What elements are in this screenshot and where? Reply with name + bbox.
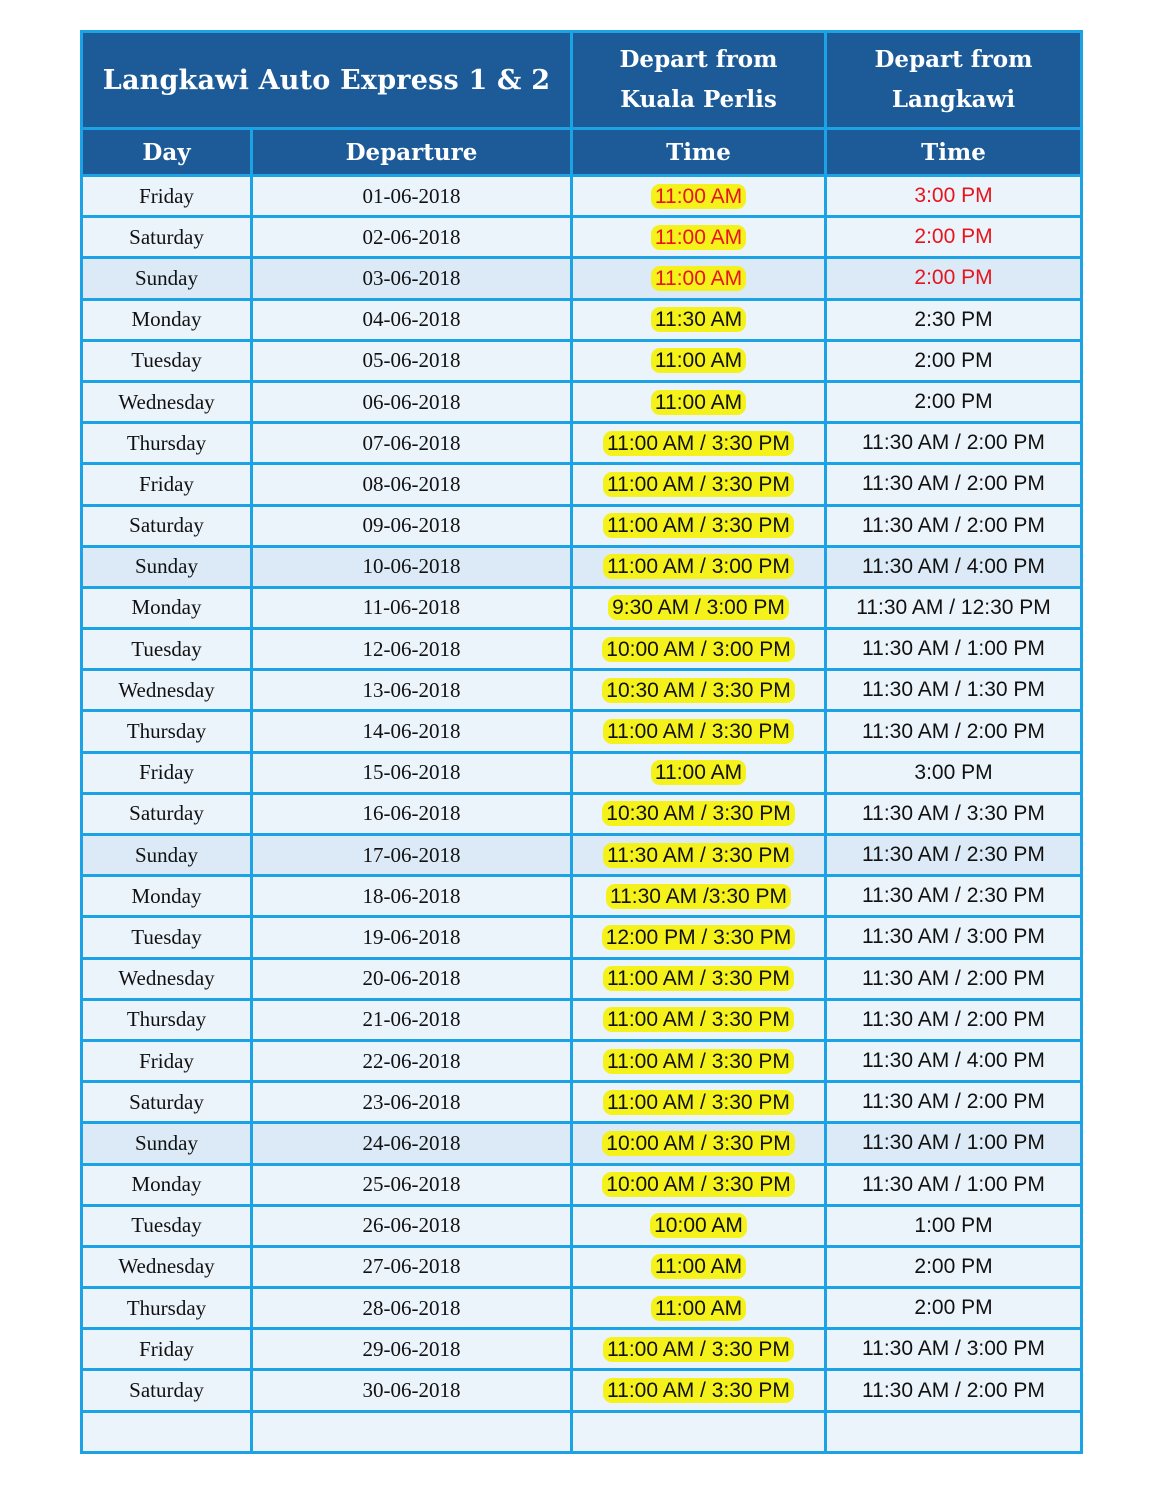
empty-cell [82, 1411, 252, 1452]
cell-time-langkawi: 11:30 AM / 2:00 PM [826, 711, 1082, 752]
cell-time-langkawi: 2:00 PM [826, 1246, 1082, 1287]
cell-departure-date: 17-06-2018 [252, 835, 572, 876]
cell-time-langkawi: 1:00 PM [826, 1205, 1082, 1246]
cell-time-kuala-perlis [572, 629, 826, 670]
highlighted-time: 11:00 AM [651, 266, 746, 291]
table-row [82, 1246, 1082, 1287]
cell-departure-date: 23-06-2018 [252, 1082, 572, 1123]
cell-time-langkawi: 2:00 PM [826, 381, 1082, 422]
cell-time-kuala-perlis [572, 1246, 826, 1287]
table-row [82, 670, 1082, 711]
table-row [82, 1164, 1082, 1205]
cell-departure-date: 10-06-2018 [252, 546, 572, 587]
cell-time-langkawi: 11:30 AM / 2:30 PM [826, 876, 1082, 917]
cell-time-langkawi: 11:30 AM / 2:00 PM [826, 999, 1082, 1040]
cell-departure-date: 30-06-2018 [252, 1370, 572, 1411]
cell-time-kuala-perlis [572, 1082, 826, 1123]
table-row [82, 423, 1082, 464]
highlighted-time: 11:00 AM / 3:30 PM [603, 966, 794, 991]
cell-day: Wednesday [82, 381, 252, 422]
cell-time-langkawi: 11:30 AM / 2:00 PM [826, 1370, 1082, 1411]
table-row [82, 1123, 1082, 1164]
highlighted-time: 10:00 AM [650, 1213, 747, 1238]
column-header-departure: Departure [252, 129, 572, 176]
table-row [82, 258, 1082, 299]
cell-departure-date: 03-06-2018 [252, 258, 572, 299]
cell-departure-date: 04-06-2018 [252, 299, 572, 340]
cell-time-kuala-perlis [572, 423, 826, 464]
table-row [82, 1040, 1082, 1081]
cell-time-kuala-perlis [572, 835, 826, 876]
empty-cell [252, 1411, 572, 1452]
table-row [82, 1370, 1082, 1411]
table-row [82, 917, 1082, 958]
cell-time-langkawi: 11:30 AM / 1:00 PM [826, 629, 1082, 670]
table-row [82, 217, 1082, 258]
cell-day: Saturday [82, 1082, 252, 1123]
table-row [82, 587, 1082, 628]
highlighted-time: 11:00 AM / 3:30 PM [603, 513, 794, 538]
table-row [82, 546, 1082, 587]
cell-departure-date: 29-06-2018 [252, 1329, 572, 1370]
ferry-schedule-table [80, 30, 1083, 1454]
table-row [82, 711, 1082, 752]
cell-day: Monday [82, 1164, 252, 1205]
header-row-columns [82, 129, 1082, 176]
highlighted-time: 11:30 AM /3:30 PM [606, 884, 791, 909]
highlighted-time: 10:00 AM / 3:00 PM [602, 637, 794, 662]
cell-day: Sunday [82, 835, 252, 876]
cell-time-langkawi: 2:00 PM [826, 258, 1082, 299]
cell-time-langkawi: 11:30 AM / 4:00 PM [826, 546, 1082, 587]
highlighted-time: 10:00 AM / 3:30 PM [602, 1172, 794, 1197]
cell-time-kuala-perlis [572, 1164, 826, 1205]
header-kp-line1: Depart from [619, 46, 778, 73]
table-row [82, 1082, 1082, 1123]
cell-time-langkawi: 11:30 AM / 12:30 PM [826, 587, 1082, 628]
highlighted-time: 11:00 AM [651, 390, 746, 415]
header-lk-line2: Langkawi [891, 86, 1016, 113]
cell-time-langkawi: 11:30 AM / 1:00 PM [826, 1164, 1082, 1205]
cell-day: Monday [82, 876, 252, 917]
cell-departure-date: 22-06-2018 [252, 1040, 572, 1081]
cell-day: Saturday [82, 793, 252, 834]
column-header-time-kuala-perlis: Time [572, 129, 826, 176]
cell-day: Saturday [82, 505, 252, 546]
highlighted-time: 11:00 AM / 3:30 PM [603, 1049, 794, 1074]
cell-time-kuala-perlis [572, 876, 826, 917]
cell-departure-date: 07-06-2018 [252, 423, 572, 464]
cell-time-kuala-perlis [572, 464, 826, 505]
highlighted-time: 11:00 AM / 3:30 PM [603, 431, 794, 456]
table-row [82, 629, 1082, 670]
cell-time-langkawi: 11:30 AM / 2:00 PM [826, 1082, 1082, 1123]
table-row [82, 876, 1082, 917]
cell-time-langkawi: 11:30 AM / 2:30 PM [826, 835, 1082, 876]
cell-time-kuala-perlis [572, 999, 826, 1040]
cell-time-kuala-perlis [572, 1329, 826, 1370]
empty-cell [826, 1411, 1082, 1452]
cell-time-langkawi: 11:30 AM / 3:00 PM [826, 917, 1082, 958]
highlighted-time: 11:00 AM / 3:30 PM [603, 1337, 794, 1362]
cell-time-langkawi: 11:30 AM / 3:30 PM [826, 793, 1082, 834]
cell-time-kuala-perlis [572, 340, 826, 381]
column-header-day: Day [82, 129, 252, 176]
cell-day: Tuesday [82, 340, 252, 381]
cell-time-kuala-perlis [572, 1123, 826, 1164]
cell-day: Thursday [82, 711, 252, 752]
empty-cell [572, 1411, 826, 1452]
table-row [82, 1205, 1082, 1246]
highlighted-time: 11:00 AM / 3:30 PM [603, 1007, 794, 1032]
highlighted-time: 11:00 AM [651, 348, 746, 373]
highlighted-time: 11:00 AM / 3:30 PM [603, 719, 794, 744]
table-row [82, 1288, 1082, 1329]
cell-day: Friday [82, 1329, 252, 1370]
cell-time-kuala-perlis [572, 258, 826, 299]
cell-time-kuala-perlis [572, 1370, 826, 1411]
header-row-top [82, 32, 1082, 129]
table-row [82, 381, 1082, 422]
highlighted-time: 10:30 AM / 3:30 PM [602, 678, 794, 703]
cell-time-kuala-perlis [572, 176, 826, 217]
table-row [82, 958, 1082, 999]
highlighted-time: 11:00 AM [651, 184, 746, 209]
cell-day: Saturday [82, 217, 252, 258]
cell-day: Wednesday [82, 670, 252, 711]
cell-day: Sunday [82, 258, 252, 299]
cell-time-kuala-perlis [572, 1205, 826, 1246]
cell-time-langkawi: 11:30 AM / 2:00 PM [826, 464, 1082, 505]
highlighted-time: 11:00 AM [651, 1296, 746, 1321]
cell-departure-date: 19-06-2018 [252, 917, 572, 958]
cell-day: Monday [82, 587, 252, 628]
highlighted-time: 11:00 AM / 3:30 PM [603, 1378, 794, 1403]
cell-departure-date: 25-06-2018 [252, 1164, 572, 1205]
cell-day: Thursday [82, 999, 252, 1040]
cell-day: Friday [82, 1040, 252, 1081]
cell-day: Monday [82, 299, 252, 340]
cell-departure-date: 09-06-2018 [252, 505, 572, 546]
cell-day: Wednesday [82, 1246, 252, 1287]
cell-time-kuala-perlis [572, 1040, 826, 1081]
cell-time-kuala-perlis [572, 793, 826, 834]
cell-time-kuala-perlis [572, 917, 826, 958]
cell-departure-date: 18-06-2018 [252, 876, 572, 917]
cell-day: Tuesday [82, 917, 252, 958]
cell-time-kuala-perlis [572, 670, 826, 711]
cell-time-kuala-perlis [572, 546, 826, 587]
table-row [82, 999, 1082, 1040]
cell-time-langkawi: 11:30 AM / 3:00 PM [826, 1329, 1082, 1370]
header-kp-line2: Kuala Perlis [620, 86, 777, 113]
highlighted-time: 12:00 PM / 3:30 PM [602, 925, 796, 950]
header-lk-line1: Depart from [874, 46, 1033, 73]
cell-time-langkawi: 2:00 PM [826, 340, 1082, 381]
table-row [82, 793, 1082, 834]
highlighted-time: 11:00 AM [651, 760, 746, 785]
table-title: Langkawi Auto Express 1 & 2 [82, 32, 572, 129]
cell-departure-date: 16-06-2018 [252, 793, 572, 834]
cell-time-kuala-perlis [572, 381, 826, 422]
cell-day: Sunday [82, 546, 252, 587]
cell-time-langkawi: 3:00 PM [826, 176, 1082, 217]
cell-day: Tuesday [82, 1205, 252, 1246]
cell-time-langkawi: 2:00 PM [826, 217, 1082, 258]
cell-departure-date: 27-06-2018 [252, 1246, 572, 1287]
cell-time-kuala-perlis [572, 958, 826, 999]
cell-departure-date: 20-06-2018 [252, 958, 572, 999]
highlighted-time: 11:00 AM / 3:00 PM [603, 554, 794, 579]
cell-time-kuala-perlis [572, 217, 826, 258]
cell-day: Wednesday [82, 958, 252, 999]
cell-departure-date: 14-06-2018 [252, 711, 572, 752]
cell-departure-date: 15-06-2018 [252, 752, 572, 793]
cell-departure-date: 11-06-2018 [252, 587, 572, 628]
cell-day: Saturday [82, 1370, 252, 1411]
cell-departure-date: 08-06-2018 [252, 464, 572, 505]
table-row [82, 752, 1082, 793]
table-row [82, 835, 1082, 876]
table-row [82, 1329, 1082, 1370]
cell-departure-date: 01-06-2018 [252, 176, 572, 217]
cell-day: Thursday [82, 423, 252, 464]
highlighted-time: 11:00 AM [651, 1254, 746, 1279]
cell-day: Friday [82, 752, 252, 793]
highlighted-time: 10:30 AM / 3:30 PM [602, 801, 794, 826]
table-row [82, 176, 1082, 217]
cell-day: Friday [82, 464, 252, 505]
cell-departure-date: 13-06-2018 [252, 670, 572, 711]
cell-time-langkawi: 11:30 AM / 1:00 PM [826, 1123, 1082, 1164]
highlighted-time: 11:00 AM / 3:30 PM [603, 472, 794, 497]
cell-time-langkawi: 11:30 AM / 2:00 PM [826, 423, 1082, 464]
cell-departure-date: 05-06-2018 [252, 340, 572, 381]
table-row [82, 505, 1082, 546]
cell-time-kuala-perlis [572, 1288, 826, 1329]
cell-departure-date: 21-06-2018 [252, 999, 572, 1040]
cell-time-langkawi: 11:30 AM / 2:00 PM [826, 958, 1082, 999]
column-header-time-langkawi: Time [826, 129, 1082, 176]
cell-time-kuala-perlis [572, 505, 826, 546]
cell-departure-date: 24-06-2018 [252, 1123, 572, 1164]
table-row [82, 340, 1082, 381]
cell-departure-date: 12-06-2018 [252, 629, 572, 670]
cell-time-langkawi: 11:30 AM / 4:00 PM [826, 1040, 1082, 1081]
cell-departure-date: 06-06-2018 [252, 381, 572, 422]
header-depart-kuala-perlis [572, 32, 826, 129]
cell-day: Friday [82, 176, 252, 217]
table-row [82, 299, 1082, 340]
cell-time-kuala-perlis [572, 587, 826, 628]
table-row [82, 464, 1082, 505]
cell-time-kuala-perlis [572, 752, 826, 793]
cell-departure-date: 26-06-2018 [252, 1205, 572, 1246]
highlighted-time: 11:00 AM / 3:30 PM [603, 1090, 794, 1115]
highlighted-time: 11:30 AM [651, 307, 746, 332]
cell-day: Thursday [82, 1288, 252, 1329]
cell-time-langkawi: 2:30 PM [826, 299, 1082, 340]
cell-time-langkawi: 11:30 AM / 1:30 PM [826, 670, 1082, 711]
cell-time-kuala-perlis [572, 299, 826, 340]
empty-row [82, 1411, 1082, 1452]
header-depart-langkawi [826, 32, 1082, 129]
highlighted-time: 11:00 AM [651, 225, 746, 250]
cell-day: Sunday [82, 1123, 252, 1164]
cell-time-langkawi: 3:00 PM [826, 752, 1082, 793]
cell-time-langkawi: 2:00 PM [826, 1288, 1082, 1329]
cell-time-kuala-perlis [572, 711, 826, 752]
cell-departure-date: 28-06-2018 [252, 1288, 572, 1329]
cell-day: Tuesday [82, 629, 252, 670]
highlighted-time: 11:30 AM / 3:30 PM [603, 843, 794, 868]
cell-time-langkawi: 11:30 AM / 2:00 PM [826, 505, 1082, 546]
cell-departure-date: 02-06-2018 [252, 217, 572, 258]
highlighted-time: 9:30 AM / 3:00 PM [608, 595, 789, 620]
highlighted-time: 10:00 AM / 3:30 PM [602, 1131, 794, 1156]
